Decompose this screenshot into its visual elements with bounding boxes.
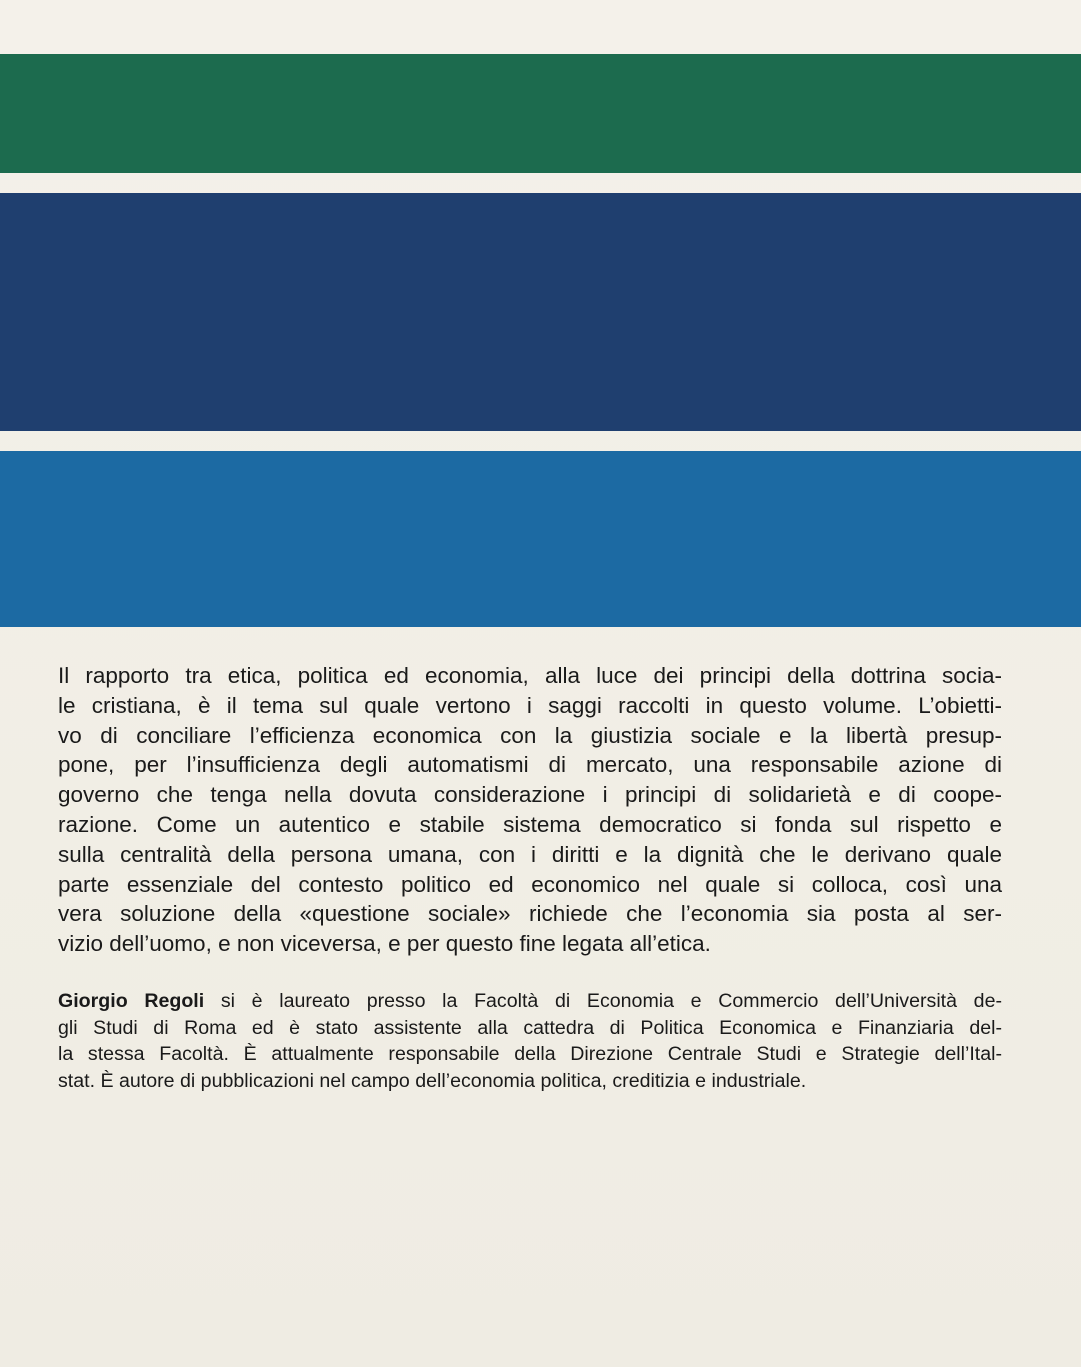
navy-stripe <box>0 193 1081 431</box>
abstract-line: le cristiana, è il tema sul quale vertono i saggi raccolti in questo volume. L’obietti- <box>58 692 1002 718</box>
bio-line: stat. È autore di pubblicazioni nel campo dell’economia politica, creditizia e industriale. <box>58 1069 807 1092</box>
green-stripe <box>0 54 1081 173</box>
abstract-line: pone, per l’insufficienza degli automatismi di mercato, una responsabile azione di <box>58 752 1002 778</box>
abstract-line: parte essenziale del contesto politico ed economico nel quale si colloca, così una <box>58 871 1002 897</box>
abstract-line: vizio dell’uomo, e non viceversa, e per questo fine legata all’etica. <box>58 931 711 957</box>
bio-line: la stessa Facoltà. È attualmente responsabile della Direzione Centrale Studi e Strategie dell’Ital- <box>58 1043 1002 1066</box>
author-name: Giorgio Regoli <box>58 990 205 1012</box>
abstract-line: vo di conciliare l’efficienza economica con la giustizia sociale e la libertà presup- <box>58 722 1002 748</box>
abstract-line: vera soluzione della «questione sociale» richiede che l’economia sia posta al ser- <box>58 901 1002 927</box>
book-abstract <box>58 661 1002 959</box>
blue-stripe <box>0 451 1081 627</box>
abstract-line: razione. Come un autentico e stabile sistema democratico si fonda sul rispetto e <box>58 811 1002 837</box>
abstract-line: Il rapporto tra etica, politica ed economia, alla luce dei principi della dottrina socia- <box>58 663 1002 688</box>
bio-first-line <box>58 988 1002 1015</box>
author-bio <box>58 988 1002 1094</box>
bio-line-text: si è laureato presso la Facoltà di Economia e Commercio dell’Università de- <box>204 990 1002 1012</box>
bio-line: gli Studi di Roma ed è stato assistente alla cattedra di Politica Economica e Finanziaria del- <box>58 1016 1002 1039</box>
abstract-line: sulla centralità della persona umana, con i diritti e la dignità che le derivano quale <box>58 841 1002 867</box>
abstract-line: governo che tenga nella dovuta considerazione i principi di solidarietà e di coope- <box>58 782 1002 808</box>
